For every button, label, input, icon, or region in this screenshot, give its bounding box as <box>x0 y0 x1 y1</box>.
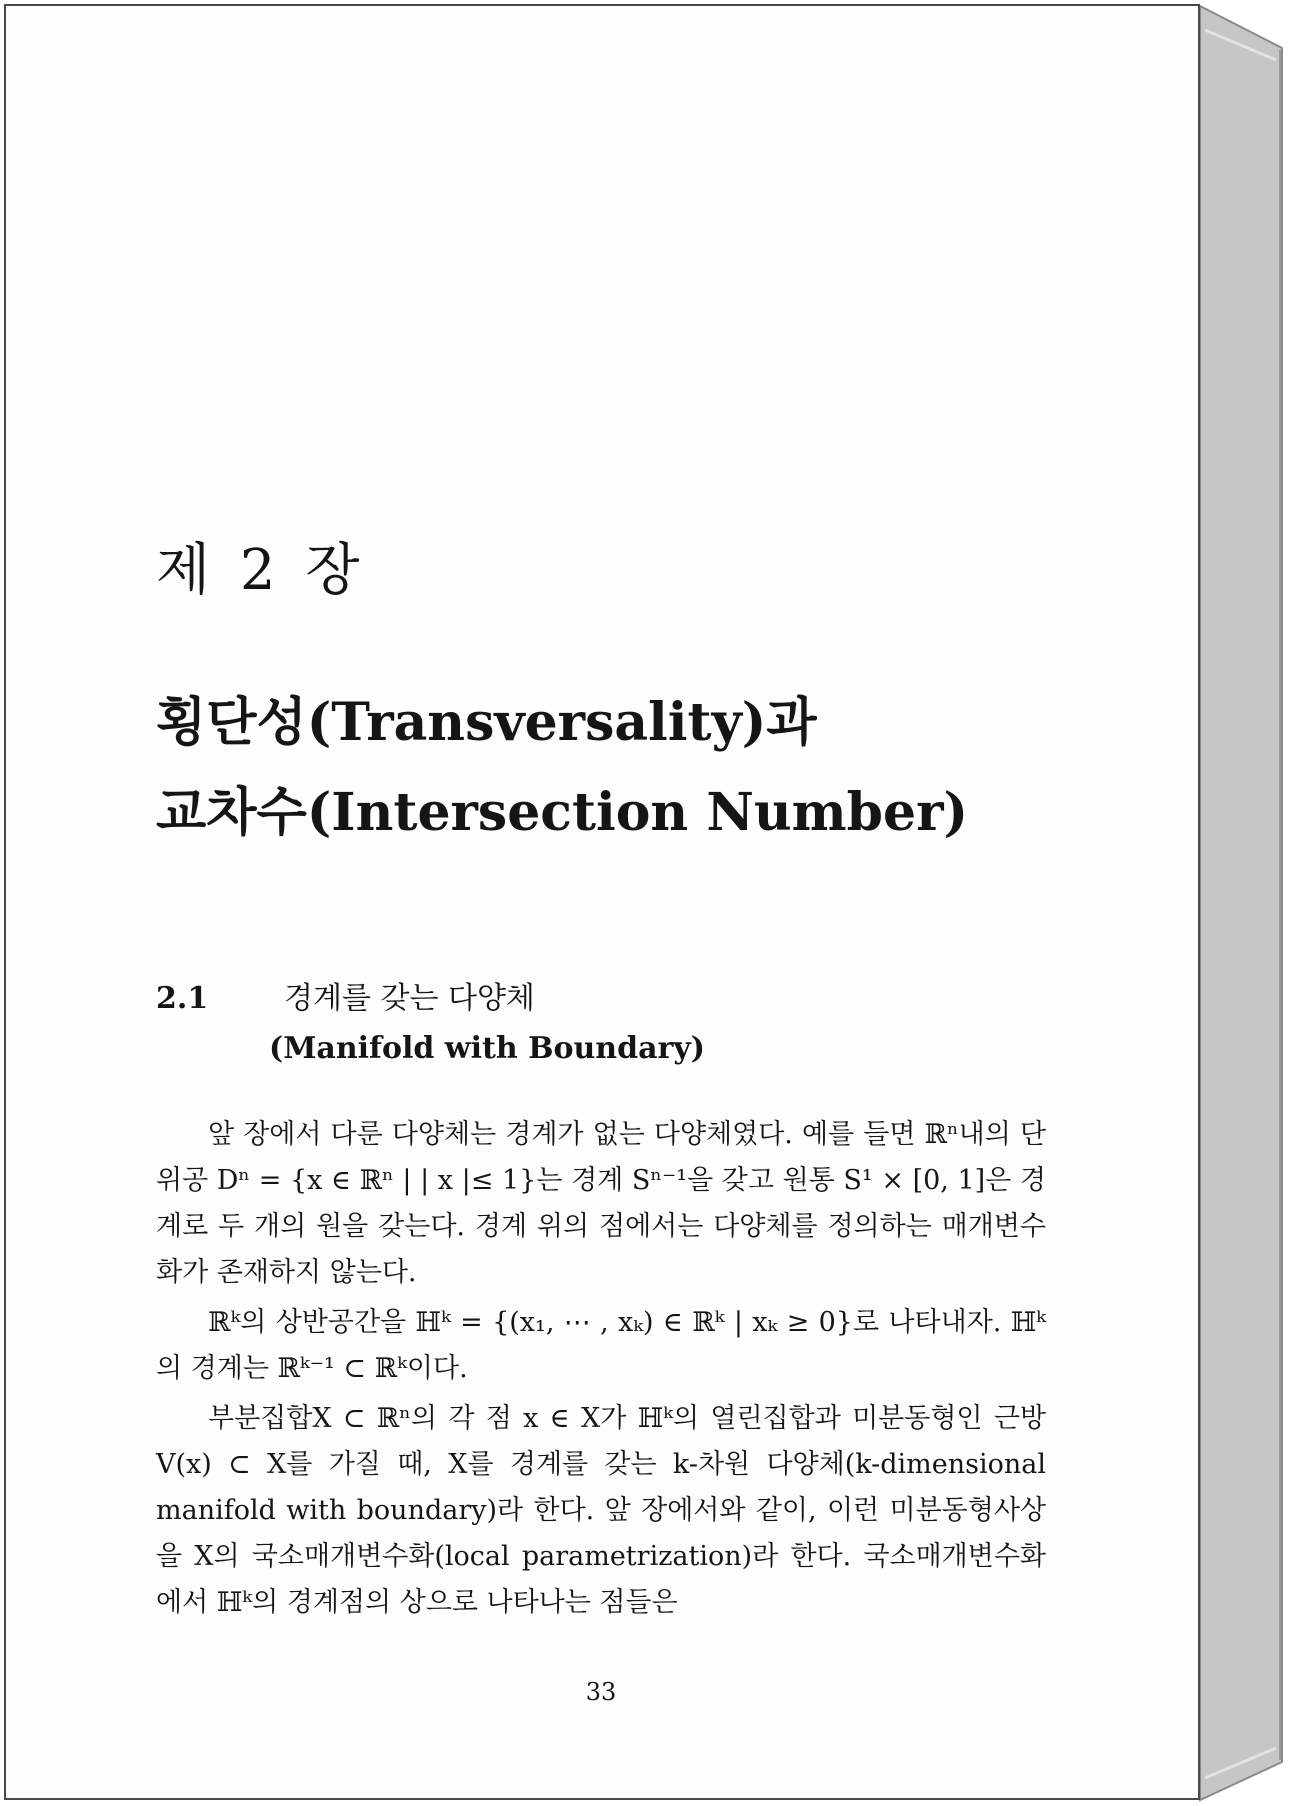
paragraph-2: ℝᵏ의 상반공간을 ℍᵏ = {(x₁, ⋯ , xₖ) ∈ ℝᵏ | xₖ ≥ 0}로 나타내자. ℍᵏ의 경계는 ℝᵏ⁻¹ ⊂ ℝᵏ이다. <box>156 1307 1046 1384</box>
page-number: 33 <box>585 1678 617 1706</box>
section-title-korean: 경계를 갖는 다양체 <box>284 981 535 1016</box>
section-title-english: (Manifold with Boundary) <box>269 1031 705 1066</box>
book-page <box>4 4 1200 1800</box>
paragraph-3: 부분집합X ⊂ ℝⁿ의 각 점 x ∈ X가 ℍᵏ의 열린집합과 미분동형인 근방 V(x) ⊂ X를 가질 때, X를 경계를 갖는 k-차원 다양체(k-dimensional manifold with boundary)라 한다. 앞 장에서와 같이, 이런 미분동형사상을 X의 국소매개변수화(local parametrization)라 한다. 국소매개변수화에서 ℍᵏ의 경계점의 상으로 나타나는 점들은 <box>156 1403 1046 1618</box>
paragraph-1: 앞 장에서 다룬 다양체는 경계가 없는 다양체였다. 예를 들면 ℝⁿ내의 단위공 Dⁿ = {x ∈ ℝⁿ | | x |≤ 1}는 경계 Sⁿ⁻¹을 갖고 원통 S¹ × [0, 1]은 경계로 두 개의 원을 갖는다. 경계 위의 점에서는 다양체를 정의하는 매개변수화가 존재하지 않는다. <box>156 1119 1046 1288</box>
chapter-title-line-1: 횡단성(Transversality)과 <box>156 692 817 753</box>
spine-side-face <box>1200 6 1282 1800</box>
chapter-title <box>156 678 968 858</box>
section-number: 2.1 <box>156 981 209 1016</box>
chapter-title-line-2: 교차수(Intersection Number) <box>156 782 969 843</box>
chapter-number: 제 2 장 <box>156 538 366 603</box>
body-text <box>156 1112 1046 1626</box>
